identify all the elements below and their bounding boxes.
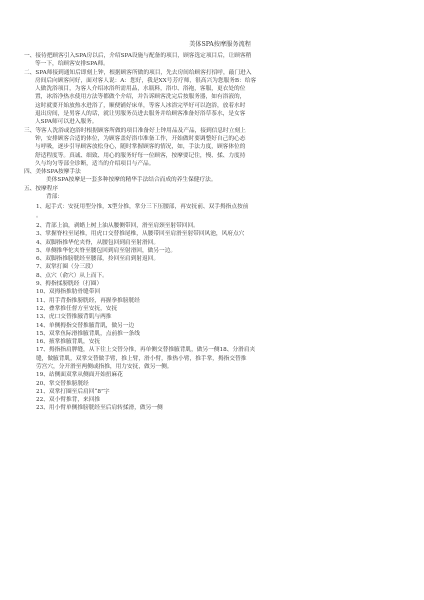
paragraph-line: 2、背部上油，剥蜡上树上油从腰侧带回，滑至肩颈至射带回回。	[36, 222, 199, 229]
paragraph-line: 。	[36, 212, 42, 219]
paragraph-line: 四、美体SPA按摩手法	[24, 169, 81, 176]
paragraph-line: 五、按摩程序	[24, 185, 59, 192]
paragraph-line: 19、站侧面双掌从侧面开始扭麻花	[36, 372, 123, 379]
paragraph-line: 16、掖掌推腋背肌，安抚	[36, 339, 101, 346]
paragraph-line: 钟，安排顾客合适的体位，为顾客盖好浴巾准备工作，开始做时要调整好自己的心态	[35, 135, 246, 142]
paragraph-line: 劳宫穴，分开滑至两侧或指推，用力安抚，做另一侧。	[36, 363, 173, 370]
paragraph-line: 缝，做腋背肌，双掌交替做手臂，推上臂，滑小臂，推热小臂，推手掌，拇指交替推	[36, 355, 247, 362]
paragraph-line: 美体SPA按摩是一套多种按摩的精华手法结合而成的养生保健疗法。	[46, 177, 217, 184]
paragraph-line: 人做洗浴项目，为客人介绍冰浴所需用品，水瓶料，浴巾、浴袍，客服，更衣处的位	[35, 86, 246, 93]
paragraph-line: 置，冰浴净热水使用方法等都做个介绍，并告诉顾客洗完后按服务器，如有浴液的，	[35, 94, 246, 101]
paragraph-line: 11、用手背指推膀胱经，再握拳推膀胱经	[36, 297, 140, 304]
paragraph-line: 等一下，给顾客安排SPA师。	[35, 61, 109, 68]
paragraph-line: 4、双脚指推华佗夹脊，从腰包回到肩至射滑回。	[36, 239, 160, 246]
paragraph-line: 二、SPA师接到通知后即刻上钟，根据顾客所做的项目，先去房间给顾客打招呼，敲门进入	[24, 69, 252, 76]
paragraph-line: 5、单侧推华佗夹脊至腰包回到肩至射滑回，做另一边。	[36, 247, 177, 254]
paragraph-line: 10、双拇指推肋骨缝带回	[36, 289, 101, 296]
paragraph-line: 9、拇指揉膀胱经（打圈）	[36, 281, 103, 288]
paragraph-line: 人SPA师可以进入服务。	[35, 119, 98, 126]
paragraph-line: 21、双掌打圈至后肩回“8”字	[36, 388, 110, 395]
paragraph-line: 与呼吸，逐步引导顾客放松身心，随时掌握顾客的情况，如，手法力度，顾客体位的	[35, 144, 246, 151]
document-title: 美体SPA按摩服务流程	[189, 41, 251, 48]
paragraph-line: 退出房间，是男客人的话，就让男服务员进去服务并给顾客准备好浴草茶水，是女客	[35, 111, 246, 118]
paragraph-line: 3、掌握脊柱至尾椎，用虎口交替推尾椎，从腰带回至肩滑至射带回风池，风府点穴	[36, 231, 245, 238]
paragraph-line: 这时就要开始放热水进浴了，顺便铺好床单，等客人冰浴完毕好可以泡浴，放着水时	[35, 102, 246, 109]
paragraph-line: 17、拇指指肩胛缝，从下往上交替分推，再单侧交替推腋背肌，做另一侧18、分滑肩夹	[36, 347, 256, 354]
paragraph-line: 三、等客人洗浴或泡浴时根据顾客所做的项目准备好上钟用品及产品，接到信息时立刻上	[24, 127, 246, 134]
paragraph-line: 8、点穴（俞穴）从上而下。	[36, 272, 108, 279]
paragraph-line: 23、用小臂单侧推膀胱经至后肩转揉滑，做另一侧	[36, 405, 163, 412]
paragraph-line: 22、双小臂推背，来回推	[36, 397, 101, 404]
paragraph-line: 14、单侧拇指交替推腋背肌，做另一边	[36, 322, 135, 329]
paragraph-line: 1、起手式：安抚用型分推，X型分推，掌分三下压腰部，再安抚前、双手拇指点按前	[36, 204, 249, 211]
paragraph-line: 房间后向顾客问好，面对客人说：A：您好，我是XX号芳疗师，很高兴为您服务B：给客	[35, 77, 257, 84]
paragraph-line: 12、叠掌推任督方至安抚，安抚	[36, 305, 118, 312]
paragraph-line: 7、双掌打圈（分三段）	[36, 264, 97, 271]
paragraph-line: 背部：	[46, 194, 64, 201]
paragraph-line: 15、双掌鱼际滑推腋背肌，点前推一条线	[36, 330, 140, 337]
paragraph-line: 舒适程度等。真诚、细致、用心的服务好每一位顾客，按摩要记住，慢、揉、力度持	[35, 152, 246, 159]
paragraph-line: 6、双脚指推膀胱经至腰部，拎回至肩到射返回。	[36, 256, 160, 263]
paragraph-line: 13、虎口交替推腋背肌与两推	[36, 314, 112, 321]
paragraph-line: 久与均匀等部全诊断，适当的介绍项目与产品。	[35, 160, 155, 167]
paragraph-line: 20、掌交替推膀胱经	[36, 380, 89, 387]
paragraph-line: 一、接待把顾客引入SPA房以后，介绍SPA设施与配备的项目，顾客选定项目后，让顾客稍	[24, 53, 252, 59]
document-body	[24, 52, 392, 413]
